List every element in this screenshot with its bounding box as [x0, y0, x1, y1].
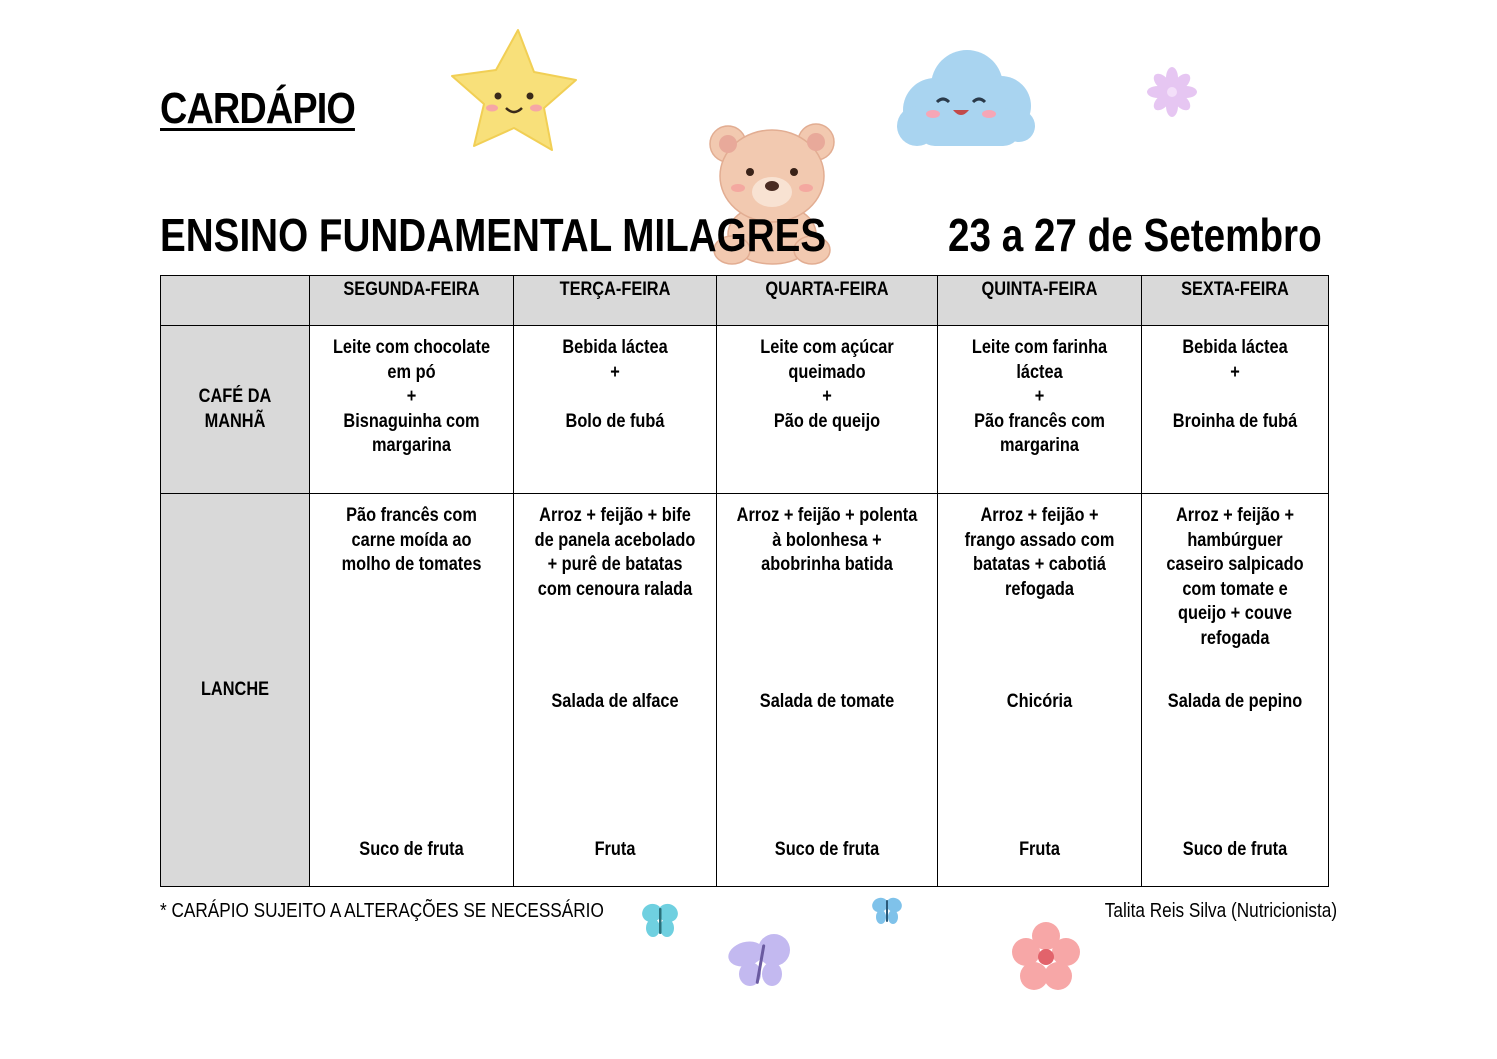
- cafe-cell-thursday: Leite com farinha láctea + Pão francês com margarina: [938, 326, 1142, 494]
- flower-icon: [1146, 66, 1198, 118]
- lanche-cell-thursday: Arroz + feijão + frango assado com batatas + cabotiá refogada Chicória Fruta: [938, 494, 1142, 887]
- lanche-cell-monday: Pão francês com carne moída ao molho de tomates Suco de fruta: [310, 494, 514, 887]
- lanche-cell-wednesday: Arroz + feijão + polenta à bolonhesa + abobrinha batida Salada de tomate Suco de fruta: [717, 494, 938, 887]
- school-name: ENSINO FUNDAMENTAL MILAGRES: [160, 209, 827, 261]
- table-row-lanche: [161, 494, 1329, 887]
- cafe-cell-wednesday: Leite com açúcar queimado + Pão de queijo: [717, 326, 938, 494]
- cloud-icon: [895, 46, 1035, 152]
- table-header-row: [161, 276, 1329, 326]
- cafe-cell-monday: Leite com chocolate em pó + Bisnaguinha com margarina: [310, 326, 514, 494]
- butterfly-icon: [870, 896, 904, 926]
- nutritionist-signature: Talita Reis Silva (Nutricionista): [1104, 900, 1337, 922]
- disclaimer-note: * CARÁPIO SUJEITO A ALTERAÇÕES SE NECESSÁRIO: [160, 900, 604, 922]
- star-icon: [448, 24, 580, 156]
- flower-icon: [1012, 922, 1080, 992]
- date-range: 23 a 27 de Setembro: [948, 209, 1322, 261]
- lanche-cell-friday: Arroz + feijão + hambúrguer caseiro salpicado com tomate e queijo + couve refogada Salada de pepino Suco de fruta: [1142, 494, 1329, 887]
- row-label-cafe: CAFÉ DA MANHÃ: [161, 326, 310, 494]
- day-header-thursday: QUINTA-FEIRA: [938, 276, 1142, 326]
- table-corner-cell: [161, 276, 310, 326]
- butterfly-icon: [726, 930, 794, 992]
- menu-table: [160, 275, 1329, 887]
- butterfly-icon: [640, 902, 680, 940]
- row-label-lanche: LANCHE: [161, 494, 310, 887]
- cafe-cell-tuesday: Bebida láctea + Bolo de fubá: [514, 326, 717, 494]
- day-header-tuesday: TERÇA-FEIRA: [514, 276, 717, 326]
- table-row-cafe-da-manha: [161, 326, 1329, 494]
- lanche-cell-tuesday: Arroz + feijão + bife de panela acebolado + purê de batatas com cenoura ralada Salada de alface Fruta: [514, 494, 717, 887]
- day-header-friday: SEXTA-FEIRA: [1142, 276, 1329, 326]
- cafe-cell-friday: Bebida láctea + Broinha de fubá: [1142, 326, 1329, 494]
- day-header-wednesday: QUARTA-FEIRA: [717, 276, 938, 326]
- day-header-monday: SEGUNDA-FEIRA: [310, 276, 514, 326]
- page-title: CARDÁPIO: [160, 84, 355, 133]
